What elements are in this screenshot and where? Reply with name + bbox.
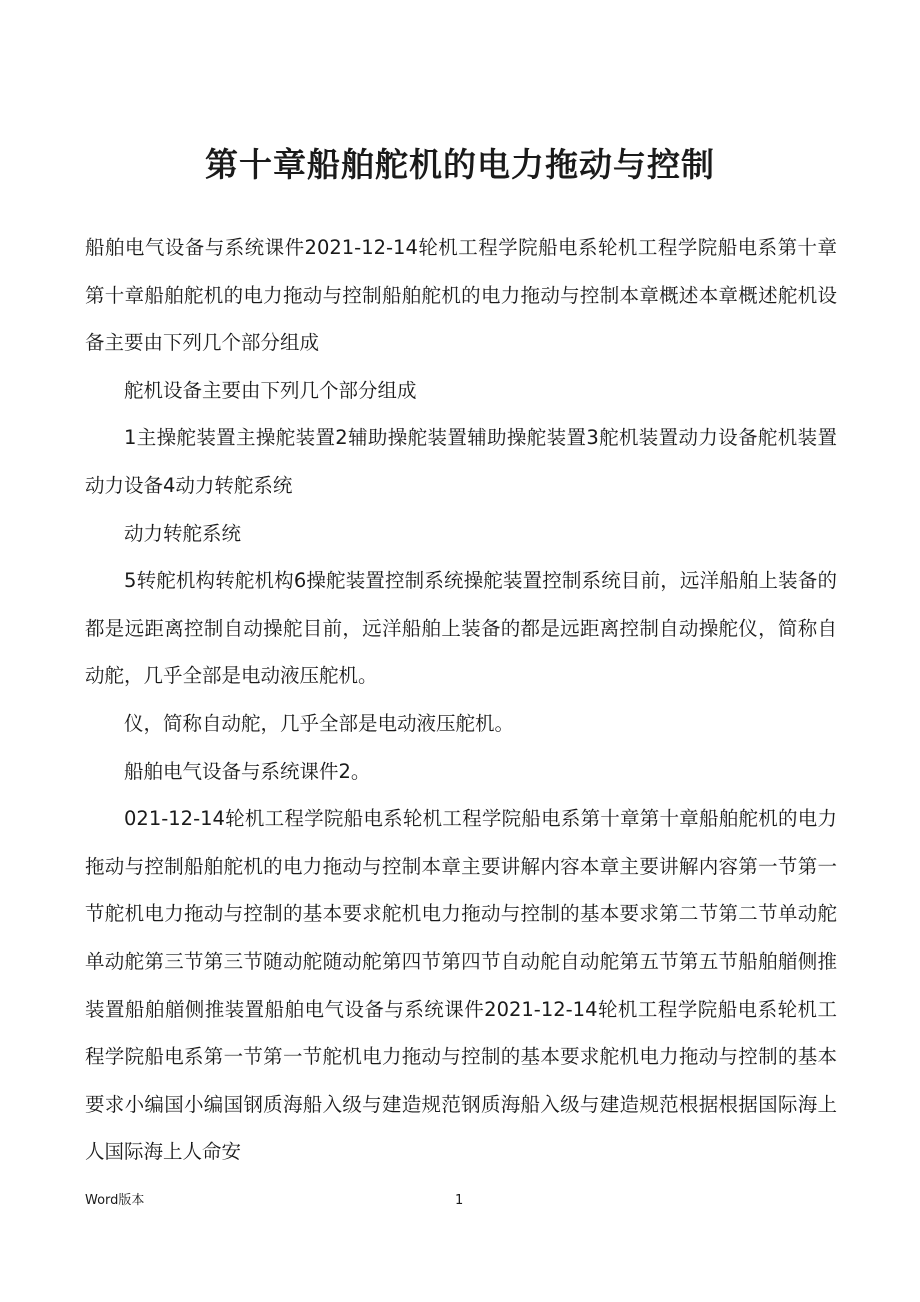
page-title: 第十章船舶舵机的电力拖动与控制 <box>205 145 715 184</box>
page-number: 1 <box>455 1193 464 1208</box>
paragraph-1: 船舶电气设备与系统课件2021-12-14轮机工程学院船电系轮机工程学院船电系第十章第十章船舶舵机的电力拖动与控制船舶舵机的电力拖动与控制本章概述本章概述舵机设备主要由下列几个部分组成 <box>85 236 837 355</box>
paragraph-7: 船舶电气设备与系统课件2。 <box>124 759 371 783</box>
paragraph-3: 1主操舵装置主操舵装置2辅助操舵装置辅助操舵装置3舵机装置动力设备舵机装置动力设备4动力转舵系统 <box>85 426 837 497</box>
paragraph-2: 舵机设备主要由下列几个部分组成 <box>124 378 417 402</box>
paragraph-4: 动力转舵系统 <box>124 521 242 545</box>
document-body <box>85 224 837 1176</box>
paragraph-8: 021-12-14轮机工程学院船电系轮机工程学院船电系第十章第十章船舶舵机的电力拖动与控制船舶舵机的电力拖动与控制本章主要讲解内容本章主要讲解内容第一节第一节舵机电力拖动与控制的基本要求舵机电力拖动与控制的基本要求第二节第二节单动舵单动舵第三节第三节随动舵随动舵第四节第四节自动舵自动舵第五节第五节船舶艏侧推装置船舶艏侧推装置船舶电气设备与系统课件2021-12-14轮机工程学院船电系轮机工程学院船电系第一节第一节舵机电力拖动与控制的基本要求舵机电力拖动与控制的基本要求小编国小编国钢质海船入级与建造规范钢质海船入级与建造规范根据根据国际海上人国际海上人命安 <box>85 807 837 1164</box>
paragraph-6: 仪，简称自动舵，几乎全部是电动液压舵机。 <box>124 711 515 735</box>
footer-label: Word版本 <box>85 1193 145 1208</box>
paragraph-5: 5转舵机构转舵机构6操舵装置控制系统操舵装置控制系统目前，远洋船舶上装备的都是远距离控制自动操舵目前，远洋船舶上装备的都是远距离控制自动操舵仪，简称自动舵，几乎全部是电动液压舵机。 <box>85 569 837 688</box>
